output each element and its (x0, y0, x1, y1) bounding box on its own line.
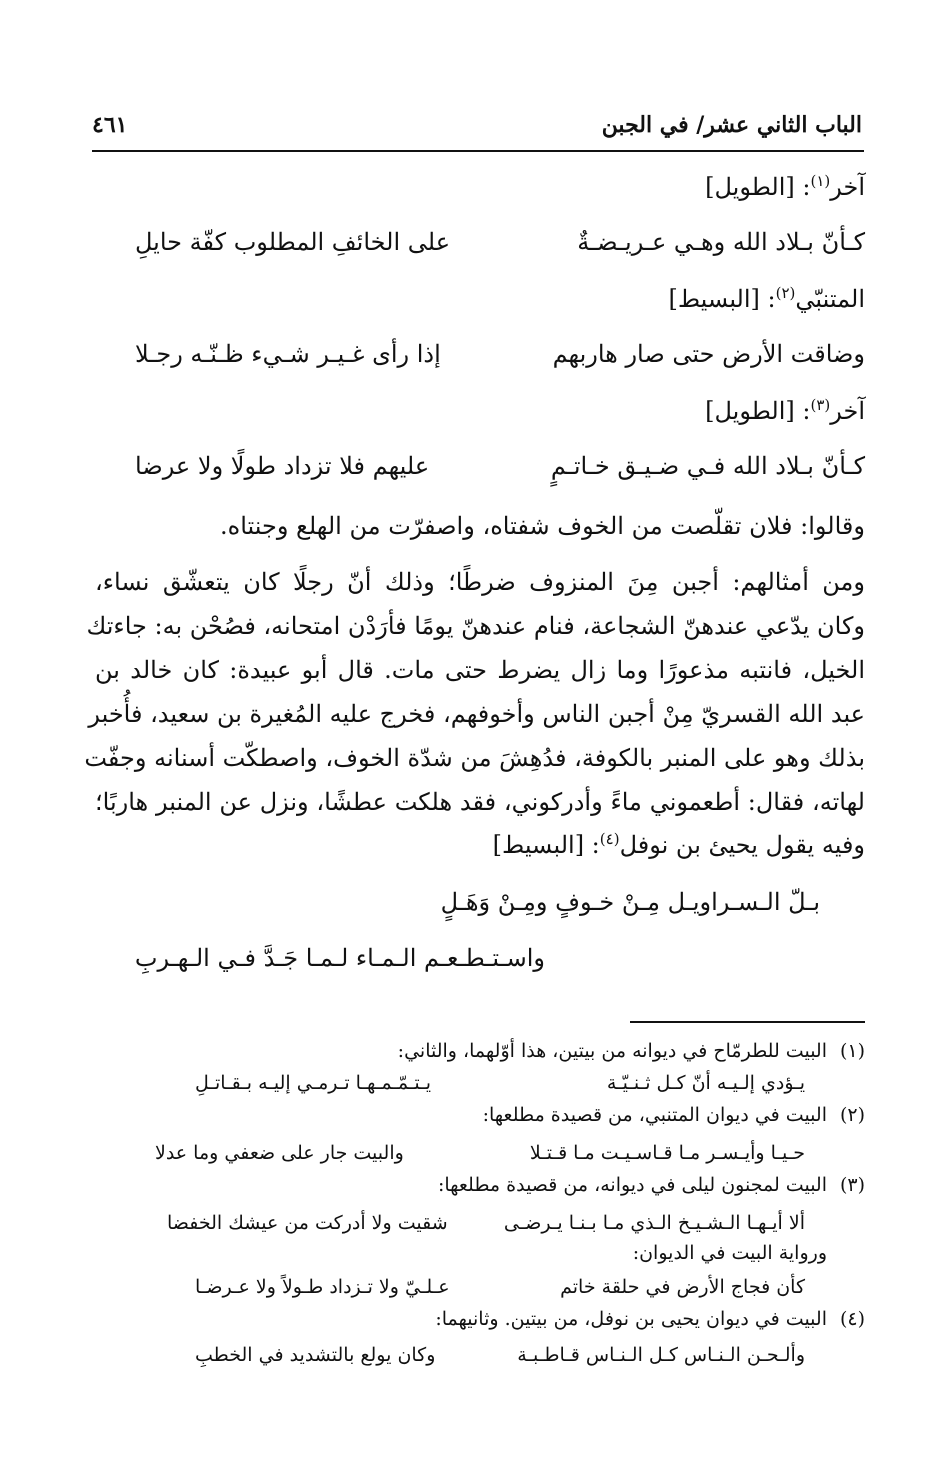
running-header (92, 112, 862, 152)
footnote: (١)البيت للطرمّاح في ديوانه من بيتين، هذا أوّلهما، والثاني: (397, 1040, 865, 1062)
poet-line: آخر$^{(١)}$: [الطويل] (705, 172, 865, 201)
paragraph-line: ومن أمثالهم: أجبن مِنَ المنزوف ضرطًا؛ وذلك أنّ رجلًا كان يتعشّق نساء، (95, 568, 865, 596)
paragraph-line: وكان يدّعي عندهنّ الشجاعة، فنام عندهنّ يومًا فأرَدْن امتحانه، فصُحْن به: جاءتك (86, 612, 865, 640)
paragraph-line: الخيل، فانتبه مذعورًا وما زال يضرط حتى مات. قال أبو عبيدة: كان خالد بن (95, 656, 865, 684)
poet-line: آخر$^{(٣)}$: [الطويل] (705, 396, 865, 425)
footnote: (٣)البيت لمجنون ليلى في ديوانه، من قصيدة مطلعها: (437, 1174, 865, 1196)
footnote-rule (630, 1021, 865, 1023)
hemistich: كـأنّ بـلاد الله فـي ضـيـق خـاتـمٍ (550, 452, 865, 480)
paragraph-line: بذلك وهو على المنبر بالكوفة، فدُهِشَ من شدّة الخوف، واصطكّت أسنانه وجفّت (84, 744, 865, 772)
poet-line: المتنبّي$^{(٢)}$: [البسيط] (668, 284, 865, 313)
hemistich: على الخائفِ المطلوب كفّة حايلِ (135, 228, 451, 256)
header-rule (92, 150, 864, 152)
footnote-marker: (٣) (839, 1174, 865, 1196)
footnote-marker: (٤) (839, 1308, 865, 1330)
footnote: (٤)البيت في ديوان يحيى بن نوفل، من بيتين. وثانيهما: (435, 1308, 865, 1330)
hemistich: وضاقت الأرض حتى صار هاربهم (552, 340, 865, 368)
paragraph-line: وقالوا: فلان تقلّصت من الخوف شفتاه، واصفرّت من الهلع وجنتاه. (220, 512, 865, 540)
footnote: ورواية البيت في الديوان: (632, 1242, 827, 1264)
paragraph-line: لهاته، فقال: أطعموني ماءً وأدركوني، فقد هلكت عطشًا، ونزل عن المنبر هاربًا؛ (95, 788, 865, 816)
hemistich: كـأنّ بـلاد الله وهـي عـريـضـةٌ (577, 228, 865, 256)
footnote: (٢)البيت في ديوان المتنبي، من قصيدة مطلعها: (482, 1104, 865, 1126)
book-page: الباب الثاني عشر/ في الجبن ٤٦١ آخر$^{(١)}$: [الطويل] كـأنّ بـلاد الله وهـي عـريـضـةٌ على الخائفِ المطلوب كفّة حايلِ المتنبّي$^{(٢)}$: [البسيط] وضاقت الأرض حتى صار هاربهم إذا رأى غـيـر شـيء ظـنّـه رجـلا آخر$^{(٣)}$: [الطويل] كـأنّ بـلاد الله فـي ضـيـق خـاتـمٍ عليهم فلا تزداد طولًا ولا عرضا وقالوا: فلان تقلّصت من الخوف شفتاه، واصفرّت من الهلع وجنتاه. ومن أمثالهم: أجبن مِنَ المنزوف ضرطًا؛ وذلك أنّ رجلًا كان يتعشّق نساء، وكان يدّعي عندهنّ الشجاعة، فنام عندهنّ يومًا فأرَدْن امتحانه، فصُحْن به: جاءتك الخيل، فانتبه مذعورًا وما زال يضرط حتى مات. قال أبو عبيدة: كان خالد بن عبد الله القسريّ مِنْ أجبن الناس وأخوفهم، فخرج عليه المُغيرة بن سعيد، فأُخبر بذلك وهو على المنبر بالكوفة، فدُهِشَ من شدّة الخوف، واصطكّت أسنانه وجفّت لهاته، فقال: أطعموني ماءً وأدركوني، فقد هلكت عطشًا، ونزل عن المنبر هاربًا؛ وفيه يقول يحيئ بن نوفل$^{(٤)}$: [البسيط] بـلّ الـسـراويـل مِـنْ خـوفٍ ومِـنْ وَهَـلٍ واسـتـطـعـم الـمـاء لـمـا جَـدَّ فـي الـهـربِ (١)البيت للطرمّاح في ديوانه من بيتين، هذا أوّلهما، والثاني: يـؤدي إلـيـه أنّ كـل ثـنـيّـة يـتـمّـمـهـا تـرمـي إليـه بـقـاتـلِ (٢)البيت في ديوان المتنبي، من قصيدة مطلعها: حـيـا وأيـسـر مـا قـاسـيـت مـا قـتـلا والبيت جار على ضعفي وما عدلا (٣)البيت لمجنون ليلى في ديوانه، من قصيدة مطلعها: ألا أيـهـا الـشـيـخ الـذي مـا بـنـا يـرضـى شقيت ولا أدركت من عيشك الخفضا ورواية البيت في الديوان: كأن فجاج الأرض في حلقة خاتم عـلـيّ ولا تـزداد طـولاً ولا عـرضـا (٤)البيت في ديوان يحيى بن نوفل، من بيتين. وثانيهما: وألـحـن الـنـاس كـل الـنـاس قـاطـبـة وكان يولع بالتشديد في الخطبِ (84, 112, 865, 1366)
paragraph-line: عبد الله القسريّ مِنْ أجبن الناس وأخوفهم، فخرج عليه المُغيرة بن سعيد، فأُخبر (88, 700, 865, 728)
hemistich: عليهم فلا تزداد طولًا ولا عرضا (135, 452, 430, 480)
footnote-marker: (٢) (839, 1104, 865, 1126)
paragraph-line: وفيه يقول يحيئ بن نوفل$^{(٤)}$: [البسيط] (492, 830, 865, 859)
hemistich: إذا رأى غـيـر شـيء ظـنّـه رجـلا (135, 340, 441, 368)
verse-line: بـلّ الـسـراويـل مِـنْ خـوفٍ ومِـنْ وَهَـلٍ (440, 888, 820, 916)
chapter-title: الباب الثاني عشر/ في الجبن (601, 112, 862, 138)
page-number: ٤٦١ (92, 112, 128, 138)
footnote-marker: (١) (839, 1040, 865, 1062)
verse-line: واسـتـطـعـم الـمـاء لـمـا جَـدَّ فـي الـهـربِ (134, 944, 545, 972)
